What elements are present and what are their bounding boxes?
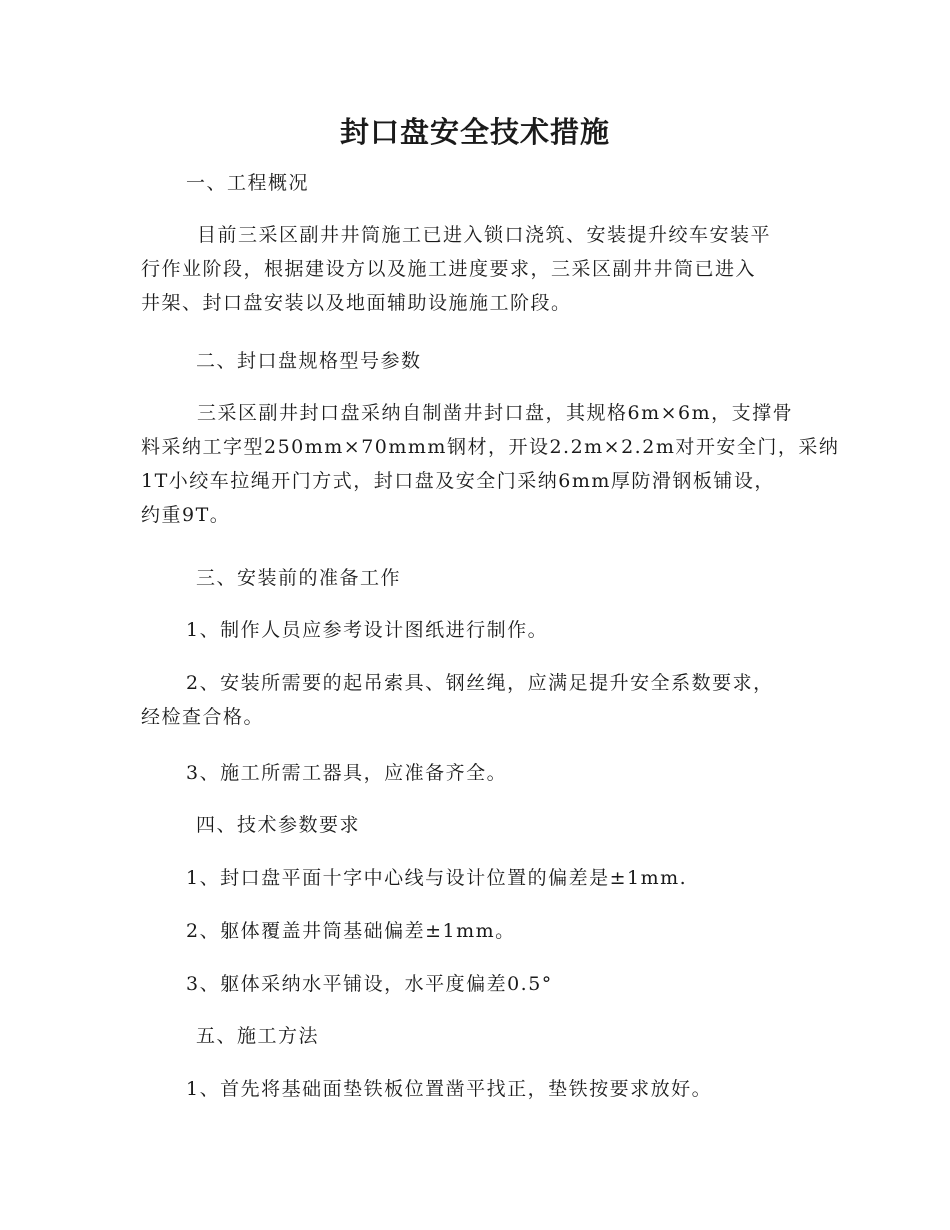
text-line: 3、躯体采纳水平铺设，水平度偏差0.5° [186, 973, 553, 995]
text-line: 三采区副井封口盘采纳自制凿井封口盘，其规格6m×6m，支撑骨 [197, 402, 794, 424]
text-line: 目前三采区副井井筒施工已进入锁口浇筑、安装提升绞车安装平 [197, 224, 772, 246]
text-line: 井架、封口盘安装以及地面辅助设施施工阶段。 [141, 292, 572, 314]
list-item [186, 861, 866, 895]
document-title: 封口盘安全技术措施 [339, 115, 610, 149]
text-line: 行作业阶段，根据建设方以及施工进度要求，三采区副井井筒已进入 [141, 258, 757, 280]
text-line: 三、安装前的准备工作 [196, 567, 402, 589]
paragraph-overview [141, 218, 821, 320]
list-item [186, 967, 866, 1001]
section-heading-parameters [196, 808, 876, 842]
text-line: 一、工程概况 [186, 172, 310, 194]
list-item [186, 756, 866, 790]
text-line: 1、制作人员应参考设计图纸进行制作。 [186, 619, 549, 641]
list-item [141, 666, 821, 734]
text-line: 1、封口盘平面十字中心线与设计位置的偏差是±1mm. [186, 867, 688, 889]
text-line: 经检查合格。 [141, 706, 265, 728]
list-item [186, 1072, 866, 1106]
list-item [186, 914, 866, 948]
text-line: 2、安装所需要的起吊索具、钢丝绳，应满足提升安全系数要求， [186, 672, 774, 694]
text-line: 1T小绞车拉绳开门方式，封口盘及安全门采纳6mm厚防滑钢板铺设， [141, 470, 775, 492]
section-heading-overview [186, 166, 866, 200]
text-line: 2、躯体覆盖井筒基础偏差±1mm。 [186, 920, 516, 942]
text-line: 五、施工方法 [196, 1025, 320, 1047]
text-line: 约重9T。 [141, 504, 231, 526]
list-item [186, 613, 866, 647]
section-heading-method [196, 1019, 876, 1053]
text-line: 3、施工所需工器具，应准备齐全。 [186, 762, 508, 784]
text-line: 料采纳工字型250mm×70mmm钢材，开设2.2m×2.2m对开安全门，采纳 [141, 436, 840, 458]
paragraph-specs [141, 396, 840, 532]
text-line: 1、首先将基础面垫铁板位置凿平找正，垫铁按要求放好。 [186, 1078, 713, 1100]
text-line: 四、技术参数要求 [196, 814, 361, 836]
section-heading-preparation [196, 561, 876, 595]
text-line: 二、封口盘规格型号参数 [196, 350, 422, 372]
section-heading-specs [196, 344, 876, 378]
